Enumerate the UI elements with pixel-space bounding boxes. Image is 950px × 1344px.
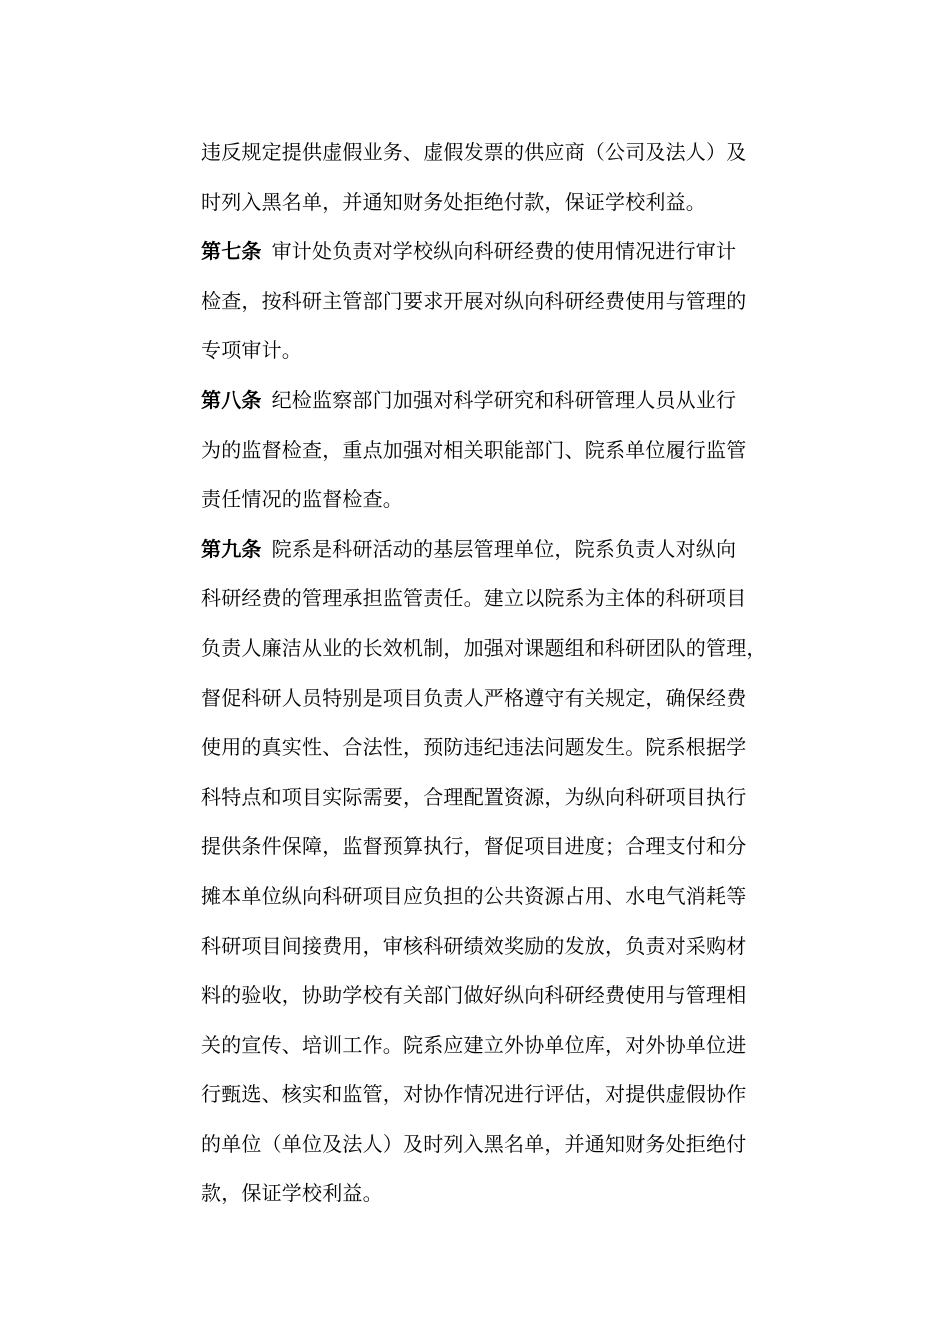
article-9-text: 院系是科研活动的基层管理单位，院系负责人对纵向 [271,536,737,561]
article-9-line: 科研经费的管理承担监管责任。建立以院系为主体的科研项目 [201,586,747,611]
article-7-line: 专项审计。 [201,338,302,363]
article-9-line: 摊本单位纵向科研项目应负担的公共资源占用、水电气消耗等 [201,883,747,908]
article-9-line: 的单位（单位及法人）及时列入黑名单，并通知财务处拒绝付 [201,1131,747,1156]
article-8-label: 第八条 [201,387,262,412]
article-9-line: 料的验收，协助学校有关部门做好纵向科研经费使用与管理相 [201,983,747,1008]
article-9-line: 行甄选、核实和监管，对协作情况进行评估，对提供虚假协作 [201,1082,747,1107]
article-7-label: 第七条 [201,239,262,264]
article-8-text: 纪检监察部门加强对科学研究和科研管理人员从业行 [271,387,737,412]
article-7-text: 审计处负责对学校纵向科研经费的使用情况进行审计 [271,239,737,264]
article-9-line: 使用的真实性、合法性，预防违纪违法问题发生。院系根据学 [201,735,747,760]
article-9-line: 科研项目间接费用，审核科研绩效奖励的发放，负责对采购材 [201,933,747,958]
article-9-line [201,530,831,580]
paragraph-line: 违反规定提供虚假业务、虚假发票的供应商（公司及法人）及 [201,140,747,164]
article-9-line: 关的宣传、培训工作。院系应建立外协单位库，对外协单位进 [201,1032,747,1057]
article-9-line: 科特点和项目实际需要，合理配置资源，为纵向科研项目执行 [201,784,747,809]
article-9-label: 第九条 [201,536,262,561]
article-9-line: 提供条件保障，监督预算执行，督促项目进度；合理支付和分 [201,834,747,859]
article-9-line: 款，保证学校利益。 [201,1181,383,1206]
article-8-line: 为的监督检查，重点加强对相关职能部门、院系单位履行监管 [201,437,747,462]
article-7-line: 检查，按科研主管部门要求开展对纵向科研经费使用与管理的 [201,288,747,313]
article-8-line [201,381,831,431]
paragraph-line: 时列入黑名单，并通知财务处拒绝付款，保证学校利益。 [201,189,706,214]
document-body [201,133,831,1224]
article-8-line: 责任情况的监督检查。 [201,487,403,512]
article-9-line: 督促科研人员特别是项目负责人严格遵守有关规定，确保经费 [201,685,747,710]
article-7-line [201,232,831,282]
article-9-line: 负责人廉洁从业的长效机制，加强对课题组和科研团队的管理， [201,635,767,660]
